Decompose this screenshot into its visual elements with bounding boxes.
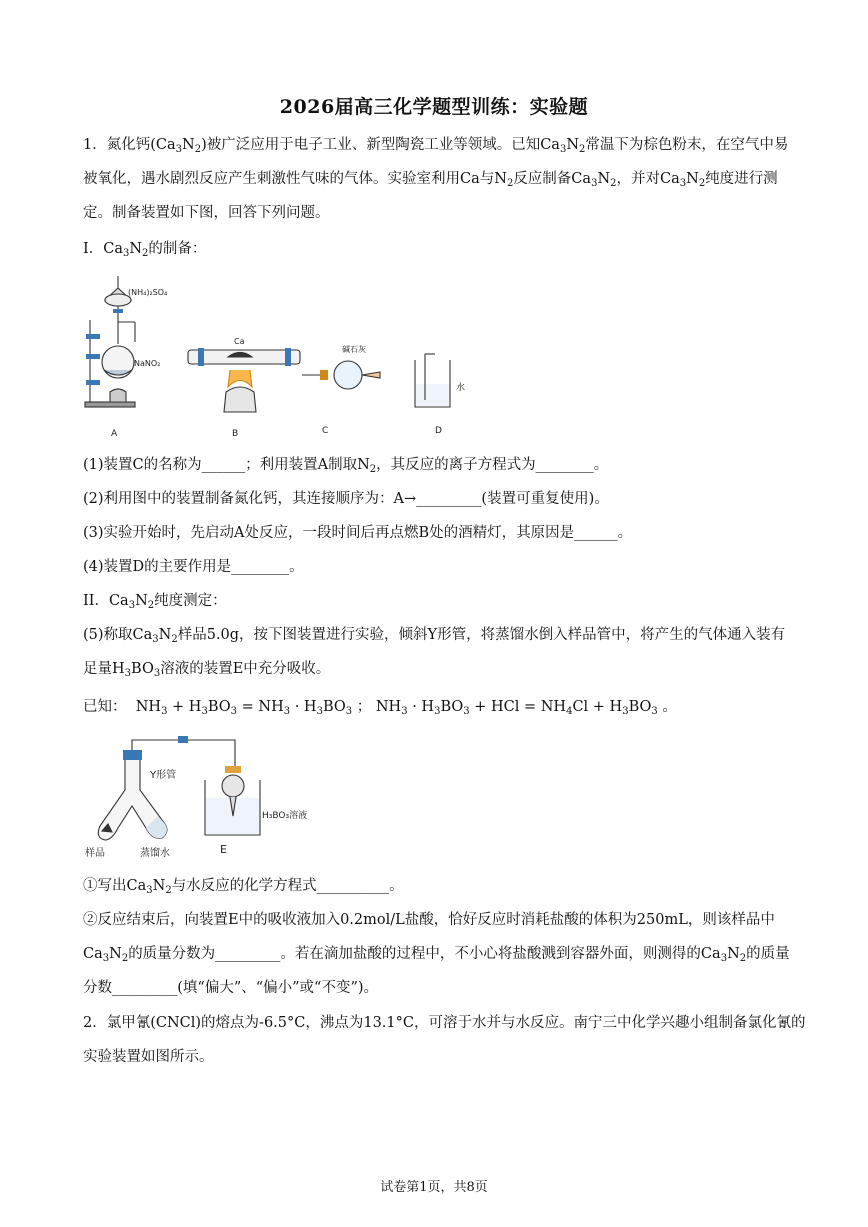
q1-sub2-line1: ②反应结束后，向装置E中的吸收液加入0.2mol/L盐酸，恰好反应时消耗盐酸的体积为250mL，则该样品中 bbox=[83, 912, 775, 928]
q1-part1: (1)装置C的名称为______；利用装置A制取$N_2$，其反应的离子方程式为________。 bbox=[83, 457, 609, 475]
label-distilled-water: 蒸馏水 bbox=[140, 848, 170, 859]
label-d: D bbox=[435, 426, 442, 436]
apparatus-figure-2 bbox=[80, 728, 340, 863]
label-c: C bbox=[322, 426, 329, 436]
q1-intro-line2: 被氧化，遇水剧烈反应产生刺激性气味的气体。实验室利用Ca与$N_2$反应制备$Ca_3N_2$，并对$Ca_3N_2$纯度进行测 bbox=[83, 171, 778, 189]
page-footer: 试卷第1页，共8页 bbox=[380, 1180, 488, 1195]
q1-sub1: ①写出$Ca_3N_2$与水反应的化学方程式__________。 bbox=[83, 878, 404, 896]
q1-intro-line3: 定。制备装置如下图，回答下列问题。 bbox=[83, 205, 330, 221]
known-equations: 已知： $NH_3 + H_3BO_3 = NH_3 \cdot H_3BO_3$ ； $NH_3 \cdot H_3BO_3$ + HCl = $NH_4Cl + H_3BO_3$ 。 bbox=[83, 699, 677, 717]
reagent-sodium-nitrite: NaNO₂ bbox=[134, 359, 161, 368]
label-y-tube: Y形管 bbox=[150, 770, 177, 781]
apparatus-figure-1 bbox=[80, 262, 500, 447]
section-heading-2: II．$Ca_3N_2$纯度测定： bbox=[83, 593, 227, 611]
label-a: A bbox=[111, 429, 118, 439]
label-h3bo3-solution: H₃BO₃溶液 bbox=[262, 811, 308, 821]
q1-part5-line1: (5)称取$Ca_3N_2$样品5.0g，按下图装置进行实验，倾斜Y形管，将蒸馏水倒入样品管中，将产生的气体通入装有 bbox=[83, 627, 786, 645]
reagent-ammonium-sulfate: (NH₄)₂SO₄ bbox=[128, 288, 168, 297]
label-b: B bbox=[232, 429, 239, 439]
q1-part3: (3)实验开始时，先启动A处反应，一段时间后再点燃B处的酒精灯，其原因是______。 bbox=[83, 525, 633, 541]
reagent-calcium: Ca bbox=[234, 337, 245, 346]
section-heading-1: I．$Ca_3N_2$的制备： bbox=[83, 241, 207, 259]
q1-part4: (4)装置D的主要作用是________。 bbox=[83, 559, 304, 575]
q1-part5-line2: 足量$H_3BO_3$溶液的装置E中充分吸收。 bbox=[83, 661, 331, 679]
reagent-soda-lime: 碱石灰 bbox=[342, 345, 366, 354]
q2-line1: 2．氯甲氰(CNCl)的熔点为-6.5°C，沸点为13.1°C，可溶于水并与水反应。南宁三中化学兴趣小组制备氯化氰的 bbox=[83, 1015, 806, 1031]
q1-sub2-line3: 分数_________(填“偏大”、“偏小”或“不变”)。 bbox=[83, 980, 379, 996]
page-title: 2026届高三化学题型训练：实验题 bbox=[279, 96, 589, 118]
q1-part2: (2)利用图中的装置制备氮化钙，其连接顺序为：A→_________(装置可重复使用)。 bbox=[83, 491, 609, 507]
q1-sub2-line2: $Ca_3N_2$的质量分数为_________。若在滴加盐酸的过程中，不小心将盐酸溅到容器外面，则测得的$Ca_3N_2$的质量 bbox=[83, 946, 790, 964]
label-sample: 样品 bbox=[85, 848, 105, 859]
q2-line2: 实验装置如图所示。 bbox=[83, 1049, 214, 1065]
reagent-water: 水 bbox=[456, 383, 466, 393]
q1-intro-line1: 1．氮化钙$(Ca_3N_2)$被广泛应用于电子工业、新型陶瓷工业等领域。已知$Ca_3N_2$常温下为棕色粉末，在空气中易 bbox=[83, 137, 789, 155]
label-e: E bbox=[220, 843, 227, 856]
